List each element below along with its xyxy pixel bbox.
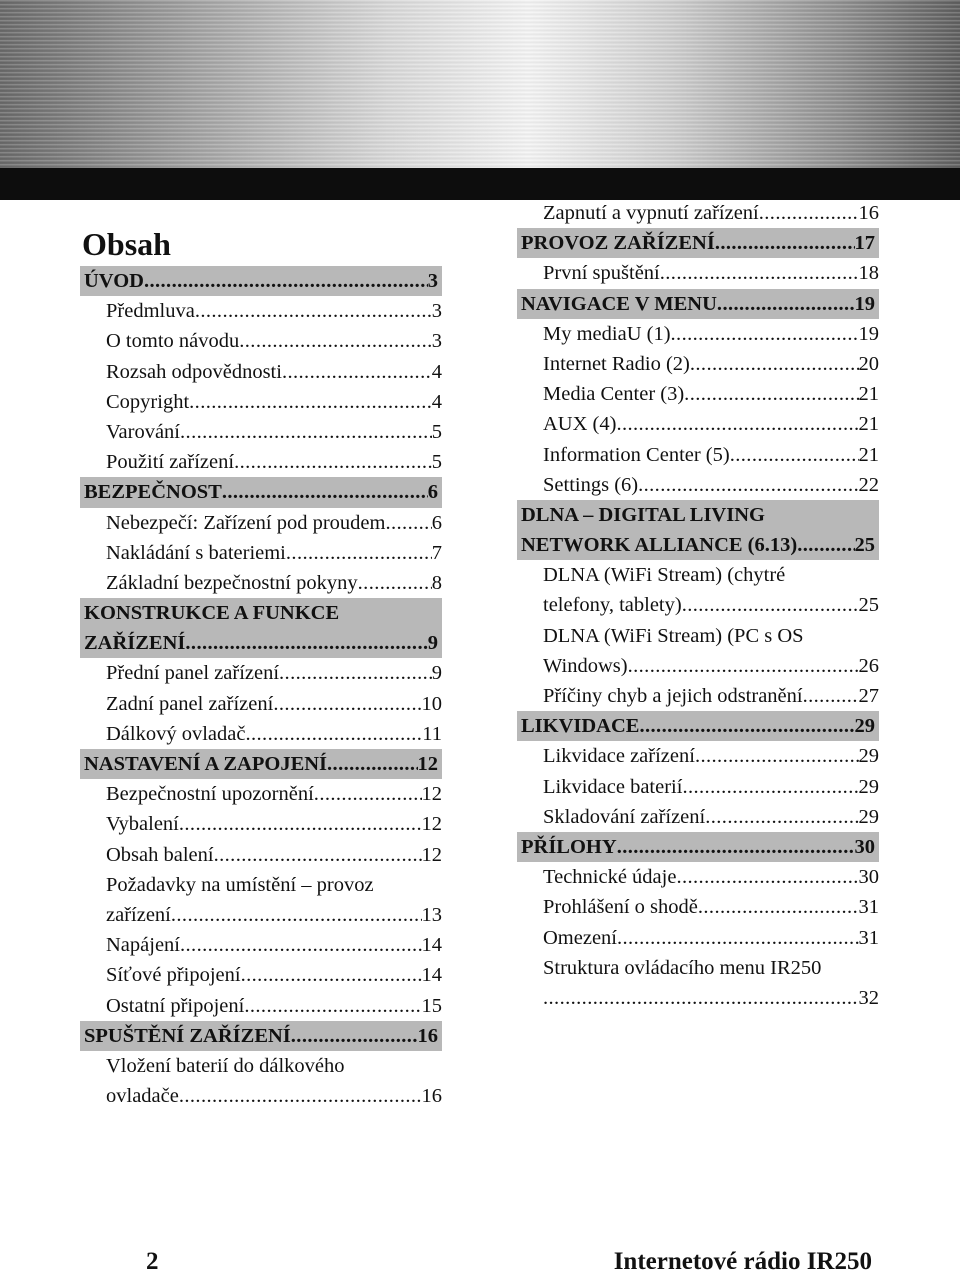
dot-leader: [695, 741, 859, 771]
toc-entry[interactable]: [80, 809, 442, 839]
toc-entry-title: Obsah balení: [106, 843, 214, 866]
toc-entry-page: 16: [421, 1085, 442, 1108]
toc-entry-page: 26: [858, 654, 879, 677]
toc-entry-title: ZAŘÍZENÍ: [84, 632, 186, 655]
dot-leader: [222, 477, 428, 507]
toc-section-entry[interactable]: [80, 1021, 442, 1051]
toc-entry[interactable]: [517, 258, 879, 288]
toc-entry[interactable]: [80, 719, 442, 749]
toc-entry-page: 21: [858, 413, 879, 436]
toc-entry-title: Prohlášení o shodě: [543, 896, 698, 919]
toc-entry[interactable]: [80, 930, 442, 960]
dot-leader: [682, 772, 858, 802]
toc-entry-page: 29: [858, 775, 879, 798]
toc-entry-page: 11: [422, 722, 442, 745]
toc-entry[interactable]: [517, 772, 879, 802]
toc-entry-page: 3: [431, 300, 442, 323]
toc-entry[interactable]: [80, 658, 442, 688]
toc-entry[interactable]: [80, 991, 442, 1021]
toc-entry-page: 14: [421, 964, 442, 987]
toc-entry-title: Vybalení: [106, 813, 179, 836]
toc-entry-title: Bezpečnostní upozornění: [106, 783, 314, 806]
toc-entry[interactable]: [517, 560, 879, 590]
toc-entry-title: Internet Radio (2): [543, 352, 690, 375]
toc-entry-title: DLNA (WiFi Stream) (PC s OS: [543, 624, 804, 647]
toc-entry-title: LIKVIDACE: [521, 715, 640, 738]
toc-section-entry[interactable]: [80, 749, 442, 779]
dot-leader: [616, 409, 858, 439]
toc-entry[interactable]: [517, 440, 879, 470]
dot-leader: [234, 447, 432, 477]
toc-entry-page: 4: [431, 390, 442, 413]
toc-entry-page: 19: [858, 322, 879, 345]
toc-entry-title: NASTAVENÍ A ZAPOJENÍ: [84, 753, 328, 775]
toc-entry-title: Použití zařízení: [106, 451, 235, 474]
toc-entry-page: 5: [431, 451, 442, 474]
toc-section-entry[interactable]: [80, 628, 442, 658]
dot-leader: [179, 1081, 422, 1111]
dot-leader: [617, 923, 859, 953]
dot-leader: [385, 508, 431, 538]
dot-leader: [314, 779, 422, 809]
dot-leader: [638, 470, 858, 500]
toc-entry-page: 21: [858, 383, 879, 406]
toc-entry-title: DLNA (WiFi Stream) (chytré: [543, 564, 786, 587]
dot-leader: [244, 991, 421, 1021]
dot-leader: [185, 628, 427, 658]
toc-entry-title: Technické údaje: [543, 866, 677, 889]
toc-section-entry[interactable]: [80, 266, 442, 296]
toc-section-entry[interactable]: [517, 832, 879, 862]
dot-leader: [180, 930, 422, 960]
toc-entry-page: 20: [858, 352, 879, 375]
toc-entry-title: Omezení: [543, 926, 617, 949]
toc-entry-page: 12: [417, 753, 438, 775]
toc-entry-page: 22: [858, 473, 879, 496]
toc-entry-page: 3: [427, 270, 438, 292]
toc-entry-page: 16: [417, 1024, 438, 1047]
toc-entry-title: Napájení: [106, 934, 180, 957]
toc-entry[interactable]: [517, 741, 879, 771]
toc-entry-title: Požadavky na umístění – provoz: [106, 873, 374, 896]
toc-entry-page: 12: [421, 813, 442, 836]
toc-entry-title: Likvidace zařízení: [543, 745, 695, 768]
toc-entry-title: Síťové připojení: [106, 964, 241, 987]
toc-entry[interactable]: [80, 870, 442, 900]
toc-entry-page: 4: [431, 360, 442, 383]
toc-entry-page: 10: [421, 692, 442, 715]
toc-right-column: [517, 198, 879, 1013]
dot-leader: [671, 319, 859, 349]
toc-entry-title: Dálkový ovladač: [106, 722, 246, 745]
toc-entry-title: ovladače: [106, 1085, 179, 1108]
toc-entry-title: PROVOZ ZAŘÍZENÍ: [521, 232, 715, 255]
toc-entry-page: 5: [431, 420, 442, 443]
dot-leader: [698, 892, 859, 922]
toc-entry-title: NAVIGACE V MENU: [521, 292, 717, 315]
toc-entry[interactable]: [80, 900, 442, 930]
toc-entry[interactable]: [517, 681, 879, 711]
dot-leader: [291, 1021, 418, 1051]
dot-leader: [797, 530, 854, 560]
toc-entry-page: 30: [858, 866, 879, 889]
dot-leader: [684, 379, 858, 409]
toc-entry[interactable]: [80, 840, 442, 870]
toc-entry-page: 31: [858, 896, 879, 919]
toc-entry-title: SPUŠTĚNÍ ZAŘÍZENÍ: [84, 1024, 291, 1047]
dot-leader: [245, 719, 422, 749]
toc-entry-page: 29: [858, 805, 879, 828]
dot-leader: [189, 387, 432, 417]
dot-leader: [239, 326, 432, 356]
toc-entry-title: Information Center (5): [543, 443, 730, 466]
toc-entry[interactable]: [80, 1081, 442, 1111]
toc-entry-page: 19: [854, 292, 875, 315]
toc-entry-title: PŘÍLOHY: [521, 835, 617, 858]
toc-entry-page: 3: [431, 330, 442, 353]
toc-section-entry[interactable]: [517, 711, 879, 741]
toc-entry[interactable]: [517, 892, 879, 922]
dot-leader: [358, 568, 432, 598]
dot-leader: [715, 228, 855, 258]
document-title: Internetové rádio IR250: [613, 1248, 872, 1275]
toc-entry-title: Příčiny chyb a jejich odstranění: [543, 685, 803, 707]
toc-entry-page: 21: [858, 443, 879, 466]
toc-section-entry[interactable]: [80, 598, 442, 628]
toc-entry-title: zařízení: [106, 903, 171, 926]
dot-leader: [214, 840, 422, 870]
toc-entry-title: Předmluva: [106, 300, 195, 323]
toc-entry[interactable]: [517, 983, 879, 1013]
dot-leader: [180, 417, 432, 447]
toc-entry-title: KONSTRUKCE A FUNKCE: [84, 602, 340, 625]
toc-entry-page: 7: [431, 541, 442, 564]
toc-entry-title: telefony, tablety): [543, 594, 682, 617]
dot-leader: [241, 960, 422, 990]
dot-leader: [660, 258, 859, 288]
toc-entry-page: 27: [858, 685, 879, 707]
toc-entry-page: 30: [854, 835, 875, 858]
toc-section-entry[interactable]: [517, 530, 879, 560]
toc-entry[interactable]: [517, 349, 879, 379]
toc-entry-title: DLNA – DIGITAL LIVING: [521, 503, 765, 526]
dot-leader: [179, 809, 422, 839]
dot-leader: [144, 266, 428, 296]
toc-entry-page: 32: [858, 986, 879, 1009]
dot-leader: [682, 590, 859, 620]
toc-entry[interactable]: [517, 590, 879, 620]
toc-entry[interactable]: [517, 953, 879, 983]
toc-entry[interactable]: [517, 651, 879, 681]
dot-leader: [617, 832, 855, 862]
toc-entry-page: 8: [431, 571, 442, 594]
toc-entry-title: Copyright: [106, 390, 190, 413]
toc-entry-title: My mediaU (1): [543, 322, 671, 345]
toc-entry[interactable]: [517, 409, 879, 439]
toc-entry-page: 9: [427, 632, 438, 655]
toc-entry-title: BEZPEČNOST: [84, 481, 222, 504]
toc-entry[interactable]: [80, 568, 442, 598]
header-banner: [0, 0, 960, 168]
toc-entry-page: 6: [427, 481, 438, 504]
toc-entry[interactable]: [80, 387, 442, 417]
toc-entry-title: Zapnutí a vypnutí zařízení: [543, 202, 759, 224]
dot-leader: [639, 711, 854, 741]
dot-leader: [803, 681, 859, 711]
toc-entry[interactable]: [80, 417, 442, 447]
toc-entry-page: 12: [421, 783, 442, 806]
toc-entry-page: 16: [858, 202, 879, 224]
toc-entry[interactable]: [517, 198, 879, 228]
toc-entry-page: 12: [421, 843, 442, 866]
toc-entry-page: 29: [854, 715, 875, 738]
toc-entry[interactable]: [80, 508, 442, 538]
toc-heading: Obsah: [82, 226, 171, 262]
toc-section-entry[interactable]: [517, 228, 879, 258]
toc-entry[interactable]: [80, 357, 442, 387]
toc-entry-title: Rozsah odpovědnosti: [106, 360, 282, 383]
toc-entry-page: 31: [858, 926, 879, 949]
toc-entry-page: 25: [854, 534, 875, 557]
page-number: 2: [146, 1248, 159, 1275]
toc-entry[interactable]: [80, 326, 442, 356]
toc-section-entry[interactable]: [517, 289, 879, 319]
dot-leader: [279, 658, 432, 688]
toc-entry-title: O tomto návodu: [106, 330, 240, 353]
toc-entry-title: Vložení baterií do dálkového: [106, 1054, 345, 1077]
toc-entry[interactable]: [517, 319, 879, 349]
toc-entry-title: Základní bezpečnostní pokyny: [106, 571, 358, 594]
toc-entry-title: Ostatní připojení: [106, 994, 245, 1017]
toc-entry-page: 6: [431, 511, 442, 534]
dot-leader: [717, 289, 855, 319]
dot-leader: [171, 900, 422, 930]
toc-entry-title: Media Center (3): [543, 383, 685, 406]
dot-leader: [628, 651, 859, 681]
dot-leader: [327, 749, 417, 779]
dot-leader: [730, 440, 859, 470]
toc-left-column: [80, 266, 442, 1111]
toc-entry-title: Settings (6): [543, 473, 639, 496]
toc-entry[interactable]: [517, 923, 879, 953]
toc-entry-page: 9: [431, 662, 442, 685]
dot-leader: [282, 357, 432, 387]
dot-leader: [273, 689, 421, 719]
toc-entry[interactable]: [80, 447, 442, 477]
dot-leader: [759, 198, 859, 228]
toc-entry-title: Windows): [543, 654, 628, 677]
toc-entry-page: 29: [858, 745, 879, 768]
toc-entry-title: Zadní panel zařízení: [106, 692, 274, 715]
toc-entry-title: První spuštění: [543, 262, 660, 285]
dot-leader: [543, 983, 859, 1013]
toc-section-entry[interactable]: [517, 500, 879, 530]
toc-entry[interactable]: [517, 802, 879, 832]
header-bar: [0, 168, 960, 200]
toc-entry-title: Struktura ovládacího menu IR250: [543, 956, 822, 979]
toc-entry[interactable]: [517, 379, 879, 409]
toc-entry[interactable]: [80, 689, 442, 719]
toc-entry[interactable]: [80, 1051, 442, 1081]
toc-entry-title: Nebezpečí: Zařízení pod proudem: [106, 511, 386, 534]
toc-entry-title: Skladování zařízení: [543, 805, 706, 828]
toc-section-entry[interactable]: [80, 477, 442, 507]
toc-entry[interactable]: [517, 621, 879, 651]
toc-entry-page: 17: [854, 232, 875, 255]
dot-leader: [286, 538, 432, 568]
toc-entry-page: 13: [421, 903, 442, 926]
toc-entry-title: Likvidace baterií: [543, 775, 683, 798]
toc-entry[interactable]: [80, 296, 442, 326]
toc-entry[interactable]: [80, 538, 442, 568]
toc-entry-title: Nakládání s bateriemi: [106, 541, 286, 564]
toc-entry-title: Varování: [106, 420, 181, 443]
toc-entry[interactable]: [517, 862, 879, 892]
toc-entry[interactable]: [80, 960, 442, 990]
dot-leader: [705, 802, 858, 832]
toc-entry-page: 18: [858, 262, 879, 285]
toc-entry-title: Přední panel zařízení: [106, 662, 280, 685]
dot-leader: [690, 349, 859, 379]
toc-entry-title: NETWORK ALLIANCE (6.13): [521, 534, 798, 557]
dot-leader: [195, 296, 432, 326]
toc-entry[interactable]: [517, 470, 879, 500]
toc-entry-title: AUX (4): [543, 413, 617, 436]
dot-leader: [676, 862, 858, 892]
toc-entry-title: ÚVOD: [84, 270, 144, 292]
toc-entry[interactable]: [80, 779, 442, 809]
toc-entry-page: 14: [421, 934, 442, 957]
toc-entry-page: 15: [421, 994, 442, 1017]
toc-entry-page: 25: [858, 594, 879, 617]
